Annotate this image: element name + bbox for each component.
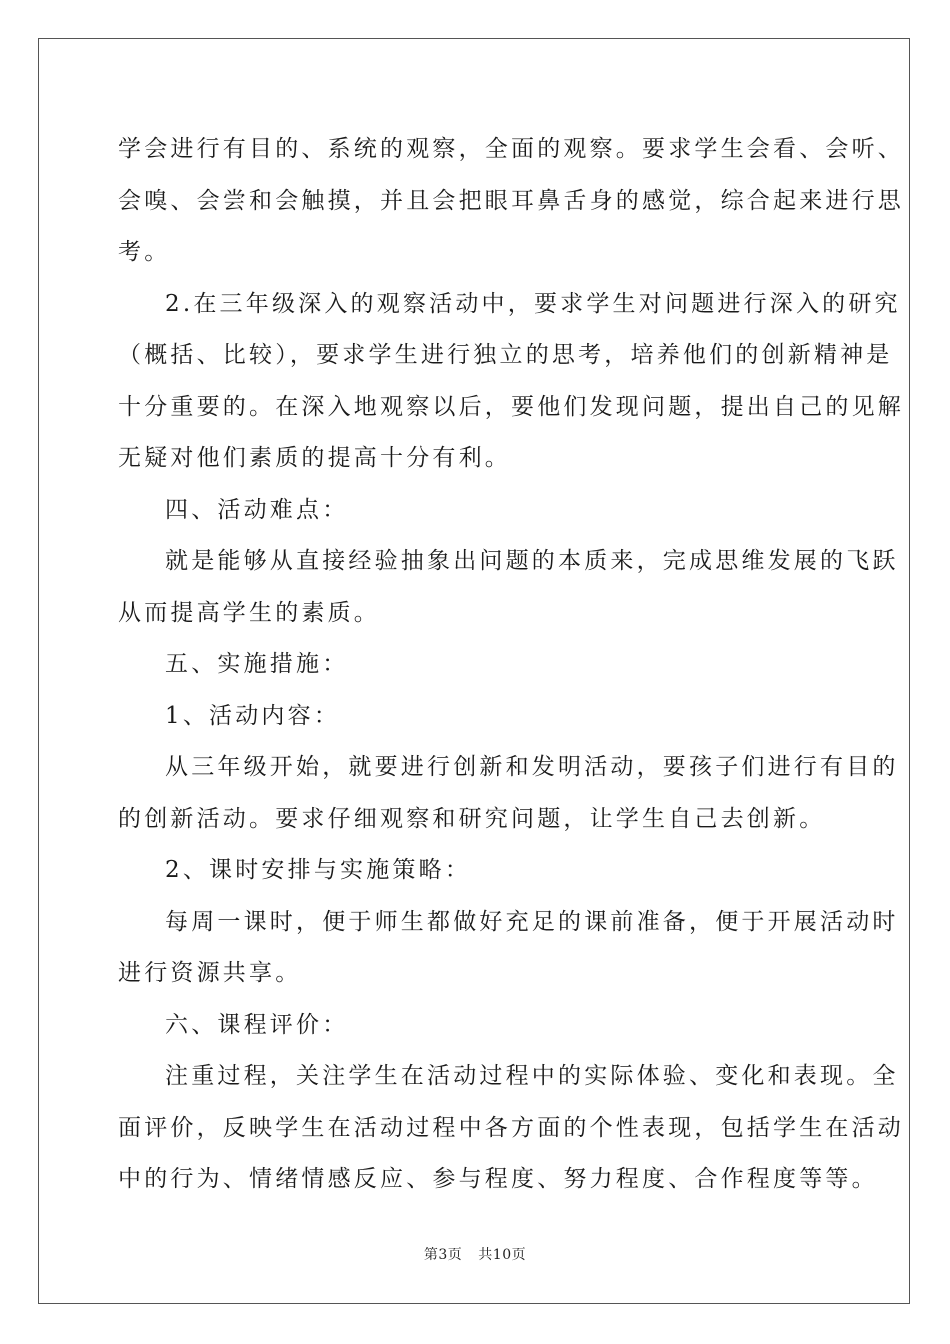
document-body — [118, 124, 904, 1206]
text-line: 2.在三年级深入的观察活动中，要求学生对问题进行深入的研究 — [165, 290, 901, 317]
page-number: 第3页 — [423, 1247, 463, 1263]
text-line: 面评价，反映学生在活动过程中各方面的个性表现，包括学生在活动 — [118, 1114, 904, 1141]
text-line: 考。 — [118, 239, 171, 265]
section-heading: 五、实施措施： — [165, 651, 349, 677]
section-heading: 六、课程评价： — [165, 1011, 349, 1038]
subsection-heading: 2、课时安排与实施策略： — [165, 857, 472, 883]
text-line: 中的行为、情绪情感反应、参与程度、努力程度、合作程度等等。 — [118, 1166, 878, 1192]
text-line: （概括、比较），要求学生进行独立的思考，培养他们的创新精神是 — [118, 342, 893, 368]
text-line: 学会进行有目的、系统的观察，全面的观察。要求学生会看、会听、 — [118, 136, 904, 162]
section-heading: 四、活动难点： — [165, 496, 349, 523]
text-line: 注重过程，关注学生在活动过程中的实际体验、变化和表现。全 — [165, 1063, 899, 1089]
text-line: 从而提高学生的素质。 — [118, 599, 380, 626]
text-line: 的创新活动。要求仔细观察和研究问题，让学生自己去创新。 — [118, 805, 826, 832]
text-line: 从三年级开始，就要进行创新和发明活动，要孩子们进行有目的 — [165, 754, 899, 780]
subsection-heading: 1、活动内容： — [165, 702, 341, 729]
text-line: 每周一课时，便于师生都做好充足的课前准备，便于开展活动时 — [165, 908, 899, 935]
text-line: 无疑对他们素质的提高十分有利。 — [118, 445, 511, 471]
text-line: 十分重要的。在深入地观察以后，要他们发现问题，提出自己的见解 — [118, 393, 904, 420]
text-line: 就是能够从直接经验抽象出问题的本质来，完成思维发展的飞跃 — [165, 548, 899, 574]
text-line: 会嗅、会尝和会触摸，并且会把眼耳鼻舌身的感觉，综合起来进行思 — [118, 187, 904, 214]
text-line: 进行资源共享。 — [118, 960, 302, 986]
page-total: 共10页 — [478, 1247, 527, 1263]
page-footer — [0, 1244, 950, 1264]
